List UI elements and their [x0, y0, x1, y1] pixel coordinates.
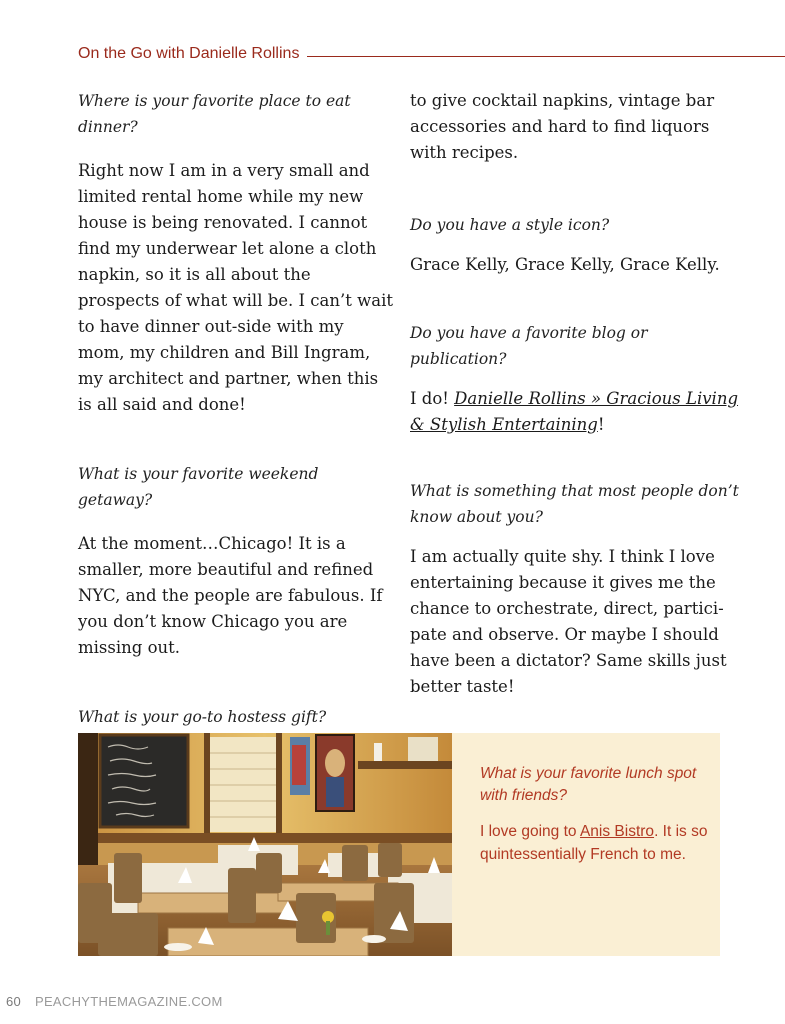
question-hostess-gift: What is your go-to hostess gift?: [78, 708, 327, 726]
answer-blog-suffix: !: [597, 415, 605, 434]
question-style-icon: Do you have a style icon?: [410, 216, 610, 234]
blog-link[interactable]: Danielle Rollins » Gracious Living & Stylish Entertaining: [410, 389, 739, 434]
sidebar-answer-suffix: . It is so quintessentially French to me.: [480, 823, 708, 863]
left-column: [78, 88, 393, 800]
answer-blog-prefix: I do!: [410, 389, 455, 408]
answer-hostess-gift-cont: to give cocktail napkins, vintage bar accessories and hard to find liquors with recipes.: [410, 91, 715, 162]
sidebar-question: What is your favorite lunch spot with friends?: [480, 765, 697, 804]
answer-dinner: Right now I am in a very small and limited rental home while my new house is being renovated. I cannot find my underwear let alone a cloth napkin, so it is all about the prospects of what will be. I can’t wait to have dinner out-side with my mom, my children and Bill Ingram, my architect and partner, when this is all said and done!: [78, 161, 393, 414]
question-dinner: Where is your favorite place to eat dinner?: [78, 92, 351, 136]
answer-style-icon: Grace Kelly, Grace Kelly, Grace Kelly.: [410, 255, 720, 274]
right-column: [410, 88, 740, 700]
header-rule: [307, 56, 785, 57]
question-secret: What is something that most people don’t know about you?: [410, 482, 739, 526]
sidebar-answer: [480, 821, 710, 866]
answer-blog: [410, 386, 740, 438]
restaurant-photo-illustration: [78, 733, 452, 956]
site-name: PEACHYTHEMAGAZINE.COM: [34, 994, 223, 1009]
page-header: [78, 42, 785, 66]
question-getaway: What is your favorite weekend getaway?: [78, 465, 319, 509]
sidebar-callout: [452, 733, 720, 956]
page-number: 60: [6, 994, 22, 1009]
anis-bistro-link[interactable]: Anis Bistro: [579, 823, 655, 840]
page-footer: [6, 994, 223, 1009]
question-blog: Do you have a favorite blog or publication?: [410, 324, 648, 368]
answer-getaway: At the moment…Chicago! It is a smaller, more beautiful and refined NYC, and the people are fabulous. If you don’t know Chicago you are missing out.: [78, 534, 383, 657]
answer-secret: I am actually quite shy. I think I love entertaining because it gives me the chance to orchestrate, direct, partici-pate and observe. Or maybe I should have been a dictator? Same skills just better taste!: [410, 547, 727, 696]
restaurant-interior-photo: [78, 733, 452, 956]
page-title: On the Go with Danielle Rollins: [78, 45, 300, 62]
sidebar-answer-prefix: I love going to: [480, 823, 580, 840]
